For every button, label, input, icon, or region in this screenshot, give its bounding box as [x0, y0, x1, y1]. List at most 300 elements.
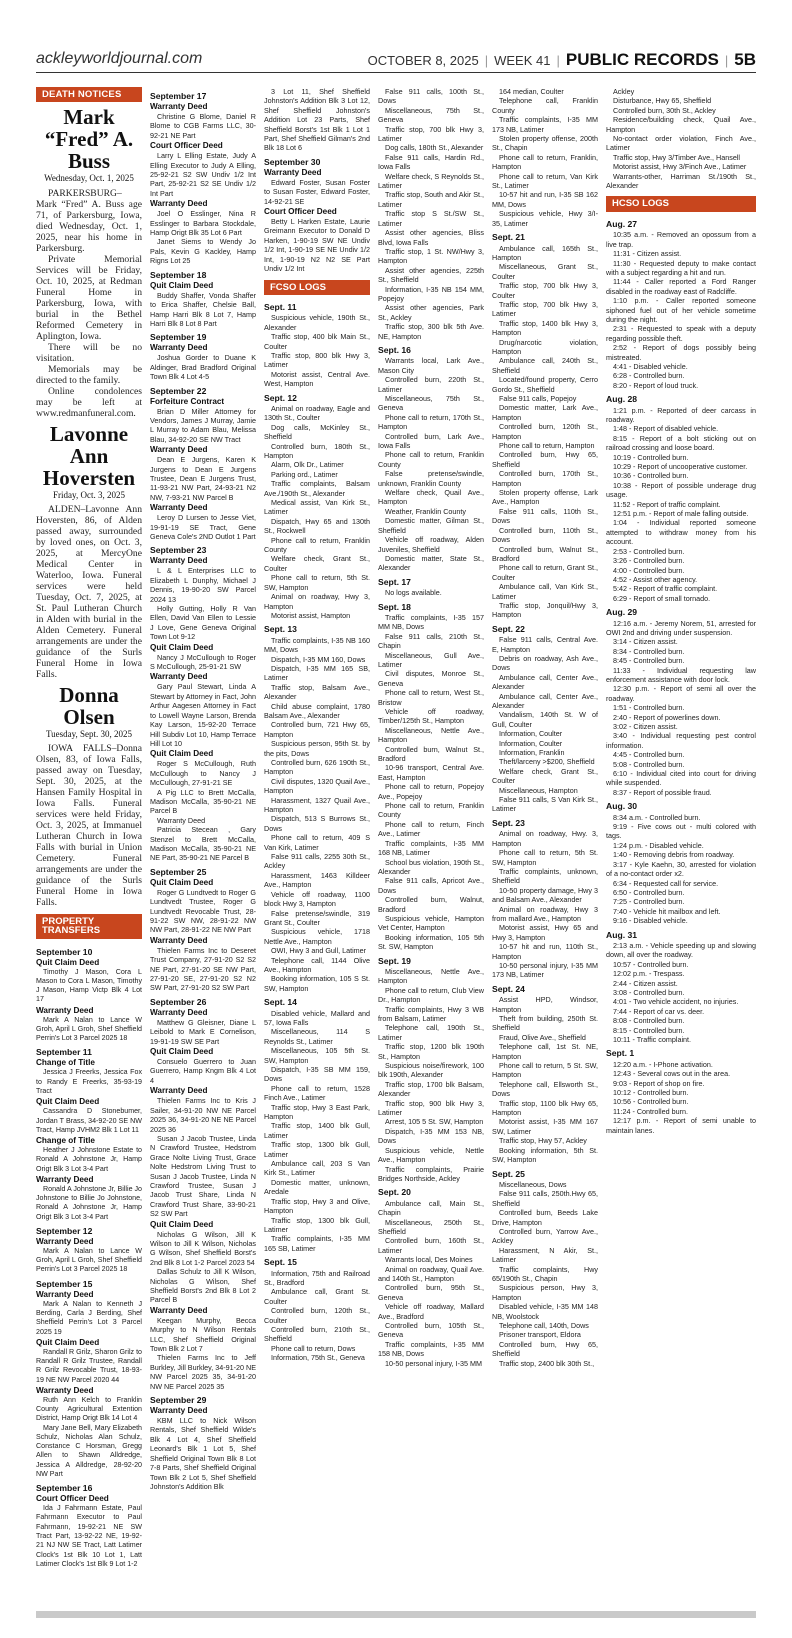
log-entry: 10:56 - Controlled burn. — [613, 1097, 689, 1107]
log-entry: 6:34 - Requested call for service. — [613, 878, 719, 888]
transfer-record: Janet Siems to Wendy Jo Pals, Kevin G Kackley, Hamp Rigns Lot 25 — [150, 237, 256, 266]
log-entry: Telephone call, Ellsworth St., Dows — [492, 1079, 598, 1099]
log-entry: Phone call to return, Franklin, Hampton — [492, 152, 598, 172]
log-entry: Phone call to return, 409 S Van Kirk, Latimer — [264, 833, 370, 852]
log-entry: Controlled burn, 626 190th St., Hampton — [264, 758, 370, 777]
log-entry: Ambulance call, Main St., Chapin — [378, 1198, 484, 1218]
log-entry: Traffic complaints, I-35 MM 165 SB, Latimer — [264, 1234, 370, 1253]
log-entry: 8:20 - Report of loud truck. — [613, 380, 699, 390]
log-entry: Harassment, 1327 Quail Ave., Hampton — [264, 795, 370, 815]
log-entry: Domestic matter, Lark Ave., Hampton — [492, 403, 598, 422]
log-entry: Traffic stop, 400 blk Main St., Coulter — [264, 332, 370, 351]
log-entry: Traffic stop, 700 blk Hwy 3, Latimer — [378, 124, 484, 144]
log-entry: 10-96 transport, Central Ave. East, Hampton — [378, 763, 484, 782]
log-entry: Disabled vehicle, I-35 MM 148 NB, Woolstock — [492, 1302, 598, 1321]
log-entry: Harassment, N Akir, St., Latimer — [492, 1245, 598, 1265]
log-entry: 6:29 - Report of small tornado. — [613, 593, 711, 603]
separator: | — [556, 53, 560, 68]
transfer-type: Court Officer Deed — [264, 207, 337, 217]
separator: | — [484, 53, 489, 68]
transfer-record: A Pig LLC to Brett McCalla, Madison McCalla, 35-90-21 NE Parcel B — [150, 787, 256, 816]
log-entry: Assist other agencies, 225th St., Sheffield — [378, 265, 484, 285]
transfer-record: Leroy D Lursen to Jesse Viet, 19-91-19 SE Tract, Gene Geneva Cole's 2ND Outlot 1 Part — [150, 513, 256, 541]
log-entry: Animal on roadway, Eagle and 130th St., Coulter — [264, 403, 370, 423]
log-entry: False 911 calls, 110th St., Dows — [492, 506, 598, 526]
log-entry: Dispatch, Hwy 65 and 130th St., Rockwell — [264, 516, 370, 536]
log-entry: Traffic stop, Jonquil/Hwy 3, Hampton — [492, 600, 598, 620]
transfer-type: Warranty Deed — [150, 1086, 208, 1096]
transfer-type: Court Officer Deed — [36, 1494, 109, 1504]
separator: | — [724, 53, 729, 68]
log-entry: Miscellaneous, Hampton — [499, 785, 578, 795]
log-entry: Traffic stop, 1400 blk Hwy 3, Hampton — [492, 318, 598, 338]
log-entry: Traffic stop, Balsam Ave., Alexander — [264, 682, 370, 702]
log-entry: False 911 calls, S Van Kirk St., Latimer — [492, 795, 598, 814]
log-entry: Controlled burn, 120th St., Coulter — [264, 1306, 370, 1325]
log-entry: Stolen property offense, Lark Ave., Hampton — [492, 488, 598, 507]
log-entry: Traffic stop, 1400 blk Gull, Latimer — [264, 1121, 370, 1140]
log-entry: Traffic stop, Hwy 3 East Park, Hampton — [264, 1102, 370, 1122]
log-entry: Warrants local, Lark Ave., Mason City — [378, 356, 484, 375]
log-entry: 1:24 p.m. - Disabled vehicle. — [613, 840, 704, 850]
log-entry: Phone call to return, West St., Bristow — [378, 688, 484, 707]
log-entry: Vehicle off roadway, Mallard Ave., Bradford — [378, 1302, 484, 1321]
log-entry: Traffic stop, 700 blk Hwy 3, Latimer — [492, 299, 598, 319]
log-entry: Animal on roadway, Quail Ave. and 140th St., Hampton — [378, 1264, 484, 1283]
log-entry: Phone call to return, Dows — [271, 1343, 356, 1353]
obituary-paragraph: Memorials may be directed to the family. — [36, 363, 142, 386]
transfer-type: Quit Claim Deed — [150, 1219, 214, 1229]
log-entry: Traffic complaints, Prairie Bridges Northside, Ackley — [378, 1164, 484, 1183]
log-entry: Telephone call, 1144 Olive Ave., Hampton — [264, 955, 370, 974]
obituary-date: Wednesday, Oct. 1, 2025 — [44, 173, 134, 184]
log-entry: Traffic stop, 1300 blk Gull, Latimer — [264, 1215, 370, 1234]
masthead — [36, 50, 756, 72]
log-entry: Miscellaneous, Grant St., Coulter — [492, 262, 598, 281]
log-date: Sept. 12 — [264, 392, 297, 403]
log-entry: Welfare check, Grant St., Coulter — [492, 766, 598, 786]
log-entry: Domestic matter, unknown, Aredale — [264, 1177, 370, 1197]
log-entry: Controlled burn, Beeds Lake Drive, Hampton — [492, 1208, 598, 1227]
log-entry: Medical assist, Van Kirk St., Latimer — [264, 498, 370, 517]
log-entry: 11:33 - Individual requesting law enforcement assistance with door lock. — [606, 665, 756, 684]
log-entry: Vehicle off roadway, Timber/125th St., Hampton — [378, 707, 484, 726]
transfer-date: September 18 — [150, 269, 207, 280]
log-entry: 3:02 - Citizen assist. — [613, 722, 678, 731]
obituary-paragraph: There will be no visitation. — [36, 341, 142, 364]
log-entry: 3:14 - Citizen assist. — [613, 637, 678, 647]
log-entry: 8:45 - Controlled burn. — [613, 656, 685, 666]
log-entry: Miscellaneous, 105 5th St. SW, Hampton — [264, 1046, 370, 1065]
log-entry: Theft/larceny >$200, Sheffield — [499, 757, 595, 767]
log-entry: Weather, Franklin County — [385, 506, 466, 516]
log-entry: Traffic complaints, I-35 MM 173 NB, Latimer — [492, 115, 598, 134]
log-entry: Booking information, 5th St. SW, Hampton — [492, 1145, 598, 1165]
log-date: Sept. 20 — [378, 1187, 411, 1198]
log-entry: 8:37 - Report of possible fraud. — [613, 787, 712, 797]
log-entry: Civil disputes, Monroe St., Geneva — [378, 669, 484, 688]
transfer-record: Nicholas G Wilson, Jill K Wilson to Jill K Wilson, Nicholas G Wilson, Shef Sheffield Borst's 2nd Blk 8 Lot 1-2 Parcel 2023 54 — [150, 1229, 256, 1267]
obituary-date: Tuesday, Sept. 30, 2025 — [45, 728, 133, 739]
transfer-type: Warranty Deed — [150, 1305, 208, 1315]
log-date: Aug. 28 — [606, 394, 638, 405]
log-entry: Traffic complaints, I-35 MM 168 NB, Latimer — [378, 838, 484, 858]
log-entry: False 911 calls, 100th St., Dows — [378, 87, 484, 106]
log-entry: 12:43 - Several cows out in the area. — [613, 1069, 731, 1079]
log-entry: False pretense/swindle, unknown, Franklin County — [378, 469, 484, 488]
transfer-record: Joel O Esslinger, Nina R Esslinger to Barbara Stockdale, Hamp Origt Blk 35 Lot 6 Part — [150, 209, 256, 238]
log-entry: No logs available. — [385, 588, 442, 598]
log-entry: 2:31 - Requested to speak with a deputy regarding possible theft. — [606, 324, 756, 343]
log-entry: Vehicle off roadway, Alden Juveniles, Sheffield — [378, 535, 484, 554]
log-entry: Controlled burn, 105th St., Geneva — [378, 1321, 484, 1340]
log-entry: Phone call to return, Finch Ave., Latimer — [378, 819, 484, 839]
transfer-record: Holly Gutting, Holly R Van Ellen, David Van Ellen to Lessie J Love, Gene Geneva Original Town Lot 9-12 — [150, 604, 256, 642]
column-1 — [36, 87, 142, 1602]
log-entry: Controlled burn, 180th St., Hampton — [264, 441, 370, 460]
log-date: Aug. 29 — [606, 607, 638, 618]
log-entry: Information, Coulter — [499, 738, 563, 748]
log-entry: Ambulance call, 240th St., Sheffield — [492, 356, 598, 375]
log-entry: Assist HPD, Windsor, Hampton — [492, 995, 598, 1014]
transfer-type: Warranty Deed — [150, 503, 208, 513]
log-entry: Welfare check, S Reynolds St., Latimer — [378, 171, 484, 191]
log-entry: Controlled burn, 220th St., Latimer — [378, 375, 484, 394]
log-entry: Warrants-other, Harriman St./190th St., Alexander — [606, 171, 756, 191]
log-entry: Controlled burn, Yarrow Ave., Ackley — [492, 1226, 598, 1246]
log-entry: Controlled burn, 30th St., Ackley — [613, 105, 716, 115]
log-entry: Child abuse complaint, 1780 Balsam Ave., Alexander — [264, 701, 370, 720]
log-entry: 8:15 - Report of a bolt sticking out on railroad crossing and loose board. — [606, 433, 756, 453]
log-entry: Information, Franklin — [499, 748, 565, 758]
transfer-record: L & L Enterprises LLC to Elizabeth L Dunphy, Michael J Dennis, 19-90-20 SW Parcel 2024 13 — [150, 566, 256, 604]
transfer-date: September 30 — [264, 156, 321, 167]
transfer-type: Change of Title — [36, 1136, 95, 1146]
transfer-type: Warranty Deed — [36, 1236, 94, 1246]
log-entry: Ambulance call, Center Ave., Alexander — [492, 691, 598, 710]
log-entry: 1:40 - Removing debris from roadway. — [613, 850, 735, 860]
log-entry: Traffic complaints, Hwy 65/190th St., Chapin — [492, 1264, 598, 1283]
log-entry: 8:34 a.m. - Controlled burn. — [613, 812, 701, 822]
transfer-type: Quit Claim Deed — [150, 1047, 214, 1057]
log-entry: Telephone call, 140th, Dows — [499, 1321, 589, 1330]
log-entry: False 911 calls, 210th St., Chapin — [378, 631, 484, 651]
log-entry: Information, Coulter — [499, 729, 563, 739]
log-entry: Phone call to return, Van Kirk St., Latimer — [492, 171, 598, 191]
log-entry: 2:40 - Report of powerlines down. — [613, 712, 721, 722]
log-entry: 1:10 p.m. - Caller reported someone siphoned fuel out of her vehicle sometime during the night. — [606, 296, 756, 324]
log-entry: Phone call to return, Hampton — [499, 441, 595, 451]
log-entry: False 911 calls, Central Ave. E, Hampton — [492, 635, 598, 654]
log-entry: Phone call to return, 170th St., Hampton — [378, 412, 484, 432]
column-2 — [150, 87, 256, 1602]
transfer-record: Mark A Nalan to Lance W Groh, April L Groh, Shef Sheffield Perrin's Lot 3 Parcel 2025 18 — [36, 1015, 142, 1043]
transfer-type: Warranty Deed — [36, 1005, 94, 1015]
log-entry: Vandalism, 140th St. W of Gull, Coulter — [492, 710, 598, 729]
log-entry: Alarm, Olk Dr., Latimer — [271, 460, 344, 470]
log-entry: School bus violation, 190th St., Alexander — [378, 857, 484, 876]
log-entry: Controlled burn, 170th St., Hampton — [492, 469, 598, 488]
transfer-record: Christine G Blome, Daniel R Blome to CGB Farms LLC, 30-92-21 NE Part — [150, 112, 256, 140]
log-entry: Controlled burn, 120th St., Hampton — [492, 422, 598, 441]
log-entry: Drug/narcotic violation, Hampton — [492, 337, 598, 356]
log-entry: 2:44 - Citizen assist. — [613, 978, 678, 988]
log-entry: Motorist assist, Hwy 65 and Hwy 3, Hampton — [492, 923, 598, 942]
transfer-record: Larry L Elling Estate, Judy A Elling Executor to Judy A Elling, 25-92-21 S2 SW Undiv 1/2 Int Part, 25-92-21 S2 SE Undiv 1/2 Int Part — [150, 151, 256, 198]
log-entry: Traffic stop, Hwy 57, Ackley — [499, 1136, 587, 1146]
log-entry: 10-50 personal injury, I-35 MM 173 NB, Latimer — [492, 960, 598, 980]
log-entry: 3:08 - Controlled burn. — [613, 987, 685, 997]
transfer-record: Thielen Farms Inc to Deseret Trust Company, 27-91-20 S2 S2 NE Part, 27-91-20 SE NW Part, 27-91-20 SE, 27-91-20 S2 N2 SW Part, 27-91-20 S2 SW Part — [150, 945, 256, 993]
transfer-record: Buddy Shaffer, Vonda Shaffer to Erica Shaffer, Chelsie Ball, Hamp Harri Blk 8 Lot 7, Hamp Harri Blk 8 Lot 8 Part — [150, 290, 256, 328]
log-entry: False pretense/swindle, 319 Grant St., Coulter — [264, 908, 370, 927]
log-entry: Controlled burn, Hwy 65, Sheffield — [492, 1339, 598, 1359]
log-entry: Traffic complaints, Hwy 3 WB from Balsam, Latimer — [378, 1004, 484, 1023]
log-entry: 8:15 - Controlled burn. — [613, 1025, 685, 1035]
log-entry: 12:17 p.m. - Report of semi unable to maintain lanes. — [606, 1116, 756, 1135]
log-entry: Phone call to return, Franklin County — [264, 535, 370, 555]
log-entry: 11:52 - Report of traffic complaint. — [613, 499, 721, 509]
transfer-record: Ida J Fahrmann Estate, Paul Fahrmann Executor to Paul Fahrmann, 19-92-21 NE SW Tract Part, 13-92-22 NE, 19-92-21 NJ NW SE Tract, Latt Latimer Clock's 1st Blk 10 Lot 1, Latt Latimer Clock's 1st Blk 9 Lot 1-2 — [36, 1504, 142, 1568]
transfer-record: Ruth Ann Kelch to Franklin County Agricultural Extention District, Hamp Origt Blk 14 Lot 4 — [36, 1395, 142, 1423]
transfer-record: Gary Paul Stewart, Linda A Stewart by Attorney in Fact, John Arthur Aagesen Attorney in Fact to Lowell Wayne Larson, Brenda Kay Larson, 15-92-20 Terrace Hill Subdiv Lot 10, Hamp Terrace Hill Lot 10 — [150, 682, 256, 748]
masthead-rule — [36, 72, 756, 73]
transfer-record: Mary Jane Bell, Mary Elizabeth Schulz, Nicholas Alan Schulz, Constance C Horsman, Gregg Allen to Shawn Alldredge, Jessica A Alldredge, 28-92-20 NW Part — [36, 1423, 142, 1478]
log-entry: 4:45 - Controlled burn. — [613, 750, 685, 760]
log-entry: 7:44 - Report of car vs. deer. — [613, 1006, 705, 1016]
log-entry: Miscellaneous, 114 S Reynolds St., Latimer — [264, 1027, 370, 1046]
log-entry: Booking information, 105 5th St. SW, Hampton — [378, 932, 484, 952]
log-entry: Suspicious vehicle, Hwy 3/I-35, Latimer — [492, 209, 598, 228]
transfer-type: Quit Claim Deed — [150, 877, 214, 887]
transfer-type: Warranty Deed — [150, 343, 208, 353]
log-date: Aug. 31 — [606, 929, 638, 940]
transfer-record: Betty L Harken Estate, Laurie Greimann Executor to Donald D Harken, 1-90-19 SW NE Undiv 1/2 Int, 1-90-19 SE NE Undiv 1/2 Int, 1-90-19 N2 N2 SE Part Undiv 1/2 Int — [264, 217, 370, 274]
transfer-type: Warranty Deed — [150, 672, 208, 682]
obituary-paragraph: IOWA FALLS–Donna Olsen, 83, of Iowa Falls, passed away on Tuesday, Sept. 30, 2025, at the Hansen Family Hospital in Iowa Falls. Funeral services were held Friday, Oct. 3, 2025, at Immanuel Lutheran Church in Iowa Falls with burial in Union Cemetery. Funeral arrangements are under the guidance of the Surls Funeral Home in Iowa Falls. — [36, 743, 142, 909]
transfer-record: Brian D Miller Attorney for Vendors, James J Murray, Jamie L Murray to Adam Blau, Melissa Blau, 34-92-20 SE NW Tract — [150, 406, 256, 444]
log-entry: False 911 calls, 250th.Hwy 65, Sheffield — [492, 1189, 598, 1208]
transfer-record: Roger S McCullough, Ruth McCullough to Nancy J McCullough, 27-91-21 SE — [150, 759, 256, 788]
obituary-name: Mark “Fred” A. Buss — [44, 105, 134, 174]
transfer-date: September 17 — [150, 91, 207, 101]
log-date: Sept. 13 — [264, 624, 297, 635]
log-entry: Miscellaneous, 250th St., Sheffield — [378, 1217, 484, 1236]
obituary-text — [36, 743, 142, 908]
log-entry: No-contact order violation, Finch Ave., Latimer — [606, 134, 756, 153]
log-entry: Controlled burn, 721 Hwy 65, Hampton — [264, 720, 370, 739]
transfer-date: September 15 — [36, 1278, 93, 1289]
log-entry: Traffic stop, Hwy 3/Timber Ave., Hansell — [613, 152, 741, 162]
transfer-type: Court Officer Deed — [150, 141, 223, 151]
log-entry: Phone call to return, Club View Dr., Hampton — [378, 985, 484, 1005]
log-entry: Traffic stop, 700 blk Hwy 3, Coulter — [492, 281, 598, 300]
column-3 — [264, 87, 370, 1602]
log-entry: 10-57 hit and run, 110th St., Hampton — [492, 942, 598, 961]
log-entry: Domestic matter, Gilman St., Sheffield — [378, 516, 484, 535]
transfer-record: Thielen Farms Inc to Kris J Sailer, 34-91-20 NW NE Parcel 2025 36, 34-91-20 NE NE Parcel 2025 36 — [150, 1096, 256, 1134]
log-entry: Controlled burn, 95th St., Geneva — [378, 1283, 484, 1302]
section-banner-death-notices: DEATH NOTICES — [36, 87, 142, 102]
section-banner-fcso-logs: FCSO LOGS — [264, 280, 370, 295]
log-entry: 4:52 - Assist other agency. — [613, 574, 698, 584]
transfer-date: September 10 — [36, 946, 93, 957]
transfer-record: Thielen Farms Inc to Jeff Burkley, Jill Burkley, 34-91-20 NE NW Parcel 2025 35, 34-91-20 NW NE Parcel 2025 35 — [150, 1353, 256, 1391]
log-entry: Controlled burn, Walnut St., Bradford — [378, 744, 484, 764]
log-entry: Controlled burn, Lark Ave., Iowa Falls — [378, 431, 484, 451]
log-entry: Dog calls, 180th St., Alexander — [385, 143, 484, 153]
log-entry: Phone call to return, 5 St. SW, Hampton — [492, 1061, 598, 1080]
transfer-date: September 22 — [150, 385, 207, 396]
transfer-date: September 16 — [36, 1483, 93, 1494]
log-entry: Traffic stop, 1300 blk Gull, Latimer — [264, 1140, 370, 1159]
transfer-record: Timothy J Mason, Cora L Mason to Cora L Mason, Timothy J Mason, Hamp Victp Blk 4 Lot 17 — [36, 967, 142, 1004]
log-entry: Motorist assist, Hampton — [271, 610, 351, 620]
log-entry: 3:26 - Controlled burn. — [613, 556, 685, 566]
log-entry: Assist other agencies, Bliss Blvd, Iowa Falls — [378, 228, 484, 247]
transfer-type: Warranty Deed — [150, 556, 208, 566]
log-entry: Controlled burn, Hwy 65, Sheffield — [492, 450, 598, 469]
transfer-type: Warranty Deed — [36, 1289, 94, 1299]
log-entry: 10-50 personal injury, I-35 MM — [385, 1358, 482, 1368]
log-date: Sept. 14 — [264, 997, 297, 1008]
transfer-type: Warranty Deed — [264, 167, 322, 177]
log-entry: 11:24 - Controlled burn. — [613, 1106, 688, 1116]
log-entry: 10:36 - Controlled burn. — [613, 471, 689, 481]
transfer-date: September 23 — [150, 545, 207, 556]
column-6 — [606, 87, 756, 1602]
log-entry: 3:40 - Individual requesting pest control information. — [606, 731, 756, 750]
log-entry: Dispatch, 513 S Burrows St., Dows — [264, 814, 370, 833]
transfer-record: Nancy J McCullough to Roger S McCullough, 25-91-21 SW — [150, 652, 256, 672]
log-entry: Traffic complaints, I-35 157 MM NB, Dows — [378, 612, 484, 632]
transfer-type: Warranty Deed — [150, 445, 208, 455]
log-entry: 3:17 - Kyle Kaehn, 30, arrested for violation of a no-contact order x2. — [606, 859, 756, 879]
transfer-type: Warranty Deed — [150, 199, 208, 209]
log-entry: Miscellaneous, Nettle Ave., Hampton — [378, 966, 484, 986]
section-banner-hcso-logs: HCSO LOGS — [606, 196, 756, 211]
log-entry: False 911 calls, 2255 30th St., Ackley — [264, 852, 370, 871]
log-entry: 10-50 property damage, Hwy 3 and Balsam Ave., Alexander — [492, 885, 598, 905]
log-entry: Phone call to return, Franklin County — [378, 450, 484, 469]
log-entry: 10-57 hit and run, I-35 SB 162 MM, Dows — [492, 190, 598, 209]
transfer-record: Susan J Jacob Trustee, Linda N Crawford Trustee, Hedstrom Grace Nolte Living Trust, Grace Nolte Hedstrom Living Trust to Susan J Jacob Trustee, Linda N Crawford Trustee, Susan J Jacob Trust Share, Linda N Crawford Trust Share, 33-90-21 S2 SW Part — [150, 1133, 256, 1219]
log-entry: Motorist assist, I-35 MM 167 SW, Latimer — [492, 1117, 598, 1136]
log-entry: Prisoner transport, Eldora — [499, 1330, 581, 1340]
log-entry: 1:48 - Report of disabled vehicle. — [613, 424, 719, 434]
log-entry: Ambulance call, Grant St. Coulter — [264, 1287, 370, 1306]
log-entry: Miscellaneous, Gull Ave., Latimer — [378, 650, 484, 669]
log-entry: Telephone call, 190th St., Latimer — [378, 1023, 484, 1042]
site-url: ackleyworldjournal.com — [36, 50, 203, 67]
log-entry: Assist other agencies, Park St., Ackley — [378, 303, 484, 322]
log-entry: Traffic stop, 900 blk Hwy 3, Latimer — [378, 1098, 484, 1118]
column-5 — [492, 87, 598, 1602]
transfer-record: Jessica J Freerks, Jessica Fox to Randy E Freerks, 35-93-19 Tract — [36, 1068, 142, 1095]
log-entry: 4:01 - Two vehicle accident, no injuries. — [613, 997, 739, 1007]
log-entry: 6:28 - Controlled burn. — [613, 371, 685, 381]
log-entry: Dog calls, McKinley St., Sheffield — [264, 422, 370, 442]
log-entry: Ambulance call, 165th St., Hampton — [492, 243, 598, 262]
obituary-text — [36, 504, 142, 680]
log-entry: 5:42 - Report of traffic complaint. — [613, 584, 718, 594]
log-entry: 10:29 - Report of uncooperative customer. — [613, 462, 748, 472]
log-entry: Fraud, Olive Ave., Sheffield — [499, 1032, 586, 1042]
log-entry: Suspicious person, Hwy 3, Hampton — [492, 1283, 598, 1302]
log-entry: 4:41 - Disabled vehicle. — [613, 361, 688, 371]
transfer-record: Edward Foster, Susan Foster to Susan Foster, Edward Foster, 14-92-21 SE — [264, 177, 370, 206]
log-entry: 10:35 a.m. - Removed an opossum from a live trap. — [606, 230, 756, 249]
log-entry: OWI, Hwy 3 and Gull, Latimer — [271, 946, 367, 956]
log-entry: Disturbance, Hwy 65, Sheffield — [613, 96, 712, 106]
transfer-type: Quit Claim Deed — [150, 642, 214, 652]
masthead-info — [368, 50, 756, 70]
log-entry: 8:34 - Controlled burn. — [613, 646, 685, 656]
log-entry: Traffic stop, 1700 blk Balsam, Alexander — [378, 1079, 484, 1099]
obituary-date: Friday, Oct. 3, 2025 — [53, 489, 125, 500]
log-entry: Controlled burn, 210th St., Sheffield — [264, 1324, 370, 1344]
log-date: Sept. 21 — [492, 232, 525, 243]
log-entry: Traffic stop, 800 blk Hwy 3, Latimer — [264, 350, 370, 370]
log-entry: 6:50 - Controlled burn. — [613, 887, 685, 897]
log-entry: Suspicious vehicle, 1718 Nettle Ave., Hampton — [264, 927, 370, 946]
obituary-paragraph: PARKERSBURG–Mark “Fred” A. Buss age 71, of Parkersburg, Iowa, died Wednesday, Oct. 1, 2025, near his home in Parkersburg. — [36, 187, 142, 254]
log-entry: 12:20 a.m. - I-Phone activation. — [613, 1059, 713, 1069]
transfer-type: Warranty Deed — [36, 1385, 94, 1395]
log-entry: Information, 75th St., Geneva — [271, 1353, 365, 1363]
log-date: Aug. 30 — [606, 801, 638, 812]
log-entry: Suspicious vehicle, Nettle Ave., Hampton — [378, 1145, 484, 1165]
log-entry: Controlled burn, 110th St., Dows — [492, 525, 598, 545]
transfer-date: September 12 — [36, 1225, 93, 1236]
log-entry: Controlled burn, 160th St., Latimer — [378, 1236, 484, 1255]
obituary-paragraph: Private Memorial Services will be Friday, Oct. 10, 2025, at Redman Funeral Home in Parkersburg, Iowa, with burial in the Bethel Reformed Cemetery in Aplington, Iowa. — [36, 253, 142, 342]
log-entry: 1:21 p.m. - Reported of deer carcass in roadway. — [606, 405, 756, 424]
transfer-record: Cassandra D Stonebumer, Jordan T Brass, 34-92-20 SE NW Tract, Hamp JVHM2 Blk 1 Lot 11 — [36, 1107, 142, 1134]
transfer-record: Patricia Stecean , Gary Stenzel to Brett McCalla, Madison McCalla, 35-90-21 NE NE Part, 35-90-21 NE Parcel B — [150, 825, 256, 863]
log-date: Sept. 15 — [264, 1257, 297, 1268]
log-entry: Residence/building check, Quail Ave., Hampton — [606, 115, 756, 134]
log-date: Sept. 19 — [378, 955, 411, 966]
transfer-record: Keegan Murphy, Becca Murphy to N Wilson Rentals LLC, Shef Sheffield Original Town Blk 2 Lot 7 — [150, 1315, 256, 1354]
log-entry: Dispatch, I-35 MM 160, Dows — [271, 654, 366, 664]
log-date: Sept. 25 — [492, 1168, 525, 1179]
log-entry: 5:08 - Controlled burn. — [613, 759, 685, 769]
log-entry: Traffic stop, 300 blk 5th Ave. NE, Hampton — [378, 322, 484, 341]
log-entry: Vehicle off roadway, 1100 block Hwy 3, Hampton — [264, 889, 370, 909]
transfer-record: Ronald A Johnstone Jr, Billie Jo Johnstone to Billie Jo Johnstone, Ronald A Johnstone Jr, Hamp Origt Blk 3 Lot 3-4 Part — [36, 1184, 142, 1221]
log-entry: 12:51 p.m. - Report of male falling outside. — [613, 509, 749, 519]
transfer-record: Heather J Johnstone Estate to Ronald A Johnstone Jr, Hamp Origt Blk 3 Lot 3-4 Part — [36, 1146, 142, 1173]
obituary-name: Donna Olsen — [59, 682, 119, 729]
transfer-type: Quit Claim Deed — [36, 1097, 100, 1107]
log-entry: Information, 75th and Railroad St., Bradford — [264, 1268, 370, 1287]
log-entry: 8:08 - Controlled burn. — [613, 1016, 685, 1026]
log-entry: 9:16 - Disabled vehicle. — [613, 916, 688, 926]
transfer-type: Warranty Deed — [150, 1007, 208, 1017]
log-entry: Dispatch, I-35 SB MM 159, Dows — [264, 1065, 370, 1084]
log-entry: Welfare check, Grant St., Coulter — [264, 554, 370, 573]
log-entry: Debris on roadway, Ash Ave., Dows — [492, 653, 598, 673]
transfer-record: Mark A Nalan to Kenneth J Berding, Carla J Berding, Shef Sheffield Perrin's Lot 3 Parcel 2025 19 — [36, 1299, 142, 1336]
log-date: Sept. 22 — [492, 623, 525, 634]
log-entry: Controlled burn, Walnut, Bradford — [378, 895, 484, 914]
log-entry: 1:04 - Individual reported someone attempted to withdraw money from his account. — [606, 518, 756, 547]
log-entry: 10:19 - Controlled burn. — [613, 452, 689, 462]
log-entry: Motorist assist, Central Ave. West, Hampton — [264, 369, 370, 389]
log-entry: Miscellaneous, Nettle Ave., Hampton — [378, 725, 484, 745]
log-date: Sept. 24 — [492, 983, 525, 994]
